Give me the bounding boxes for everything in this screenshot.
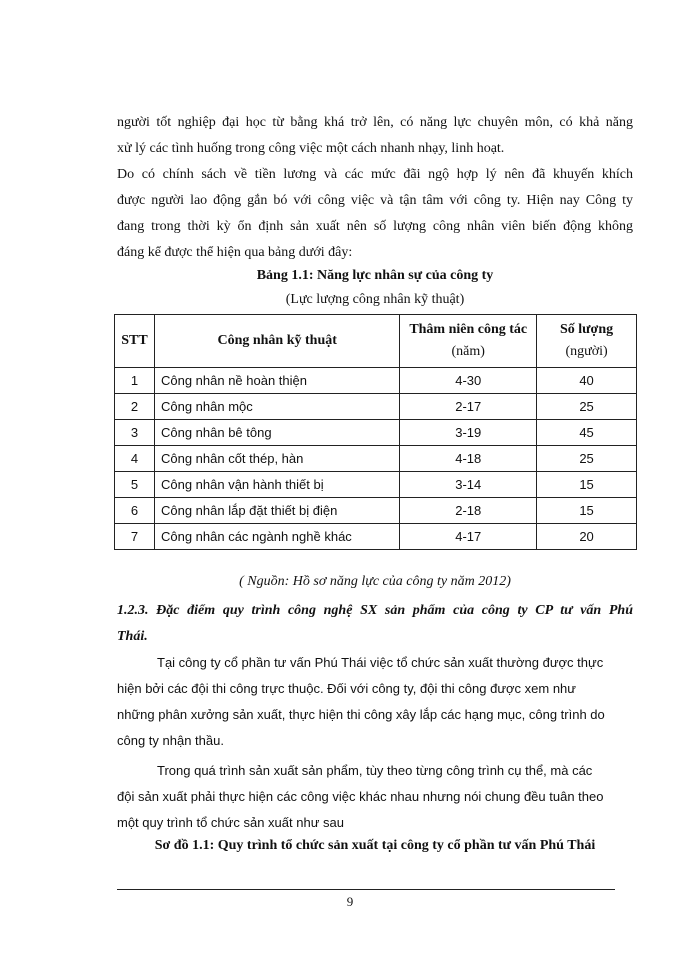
text-line: một quy trình tổ chức sản xuất như sau xyxy=(117,815,344,830)
text-line: những phân xưởng sản xuất, thực hiện thi công xây lắp các hạng mục, công trình do xyxy=(117,707,605,722)
cell-stt: 5 xyxy=(115,472,155,498)
cell-quantity: 20 xyxy=(537,524,637,550)
paragraph-process xyxy=(117,758,633,836)
cell-seniority: 3-14 xyxy=(400,472,537,498)
header-seniority-unit: (năm) xyxy=(451,344,485,359)
diagram-caption: Sơ đồ 1.1: Quy trình tổ chức sản xuất tại công ty cổ phần tư vấn Phú Thái xyxy=(154,838,596,853)
page-number: 9 xyxy=(346,894,354,909)
workforce-table xyxy=(114,314,637,550)
text-line: Trong quá trình sản xuất sản phẩm, tùy theo từng công trình cụ thể, mà các xyxy=(157,763,593,778)
text-line: được người lao động gắn bó với công việc và tận tâm với công ty. Hiện nay Công ty xyxy=(117,193,633,208)
cell-worker: Công nhân các ngành nghề khác xyxy=(154,524,399,550)
cell-seniority: 2-18 xyxy=(400,498,537,524)
table-header-row xyxy=(115,315,637,368)
table-row xyxy=(115,420,637,446)
cell-stt: 1 xyxy=(115,368,155,394)
paragraph-organization xyxy=(117,650,633,754)
text-line: hiện bởi các đội thi công trực thuộc. Đối với công ty, đội thi công được xem như xyxy=(117,681,576,696)
table-row xyxy=(115,498,637,524)
cell-stt: 6 xyxy=(115,498,155,524)
table-title: Bảng 1.1: Năng lực nhân sự của công ty xyxy=(256,268,494,283)
header-worker: Công nhân kỹ thuật xyxy=(154,315,399,368)
table-row xyxy=(115,446,637,472)
footer-divider xyxy=(117,889,615,890)
text-line: đang trong thời kỳ ổn định sản xuất nên số lượng công nhân viên biến động không xyxy=(117,219,633,234)
header-stt: STT xyxy=(115,315,155,368)
cell-worker: Công nhân mộc xyxy=(154,394,399,420)
header-seniority xyxy=(400,315,537,368)
cell-worker: Công nhân vận hành thiết bị xyxy=(154,472,399,498)
intro-paragraph xyxy=(117,110,633,266)
cell-quantity: 15 xyxy=(537,498,637,524)
cell-worker: Công nhân nề hoàn thiện xyxy=(154,368,399,394)
cell-stt: 7 xyxy=(115,524,155,550)
text-line: Do có chính sách về tiền lương và các mức đãi ngộ hợp lý nên đã khuyến khích xyxy=(117,167,633,182)
cell-seniority: 4-18 xyxy=(400,446,537,472)
text-line: công ty nhận thầu. xyxy=(117,733,224,748)
table-row xyxy=(115,368,637,394)
heading-line: Thái. xyxy=(117,629,148,644)
section-heading xyxy=(117,598,633,650)
table-row xyxy=(115,472,637,498)
cell-quantity: 15 xyxy=(537,472,637,498)
source-note: ( Nguồn: Hồ sơ năng lực của công ty năm 2012) xyxy=(239,574,511,589)
header-quantity xyxy=(537,315,637,368)
cell-quantity: 25 xyxy=(537,446,637,472)
cell-seniority: 3-19 xyxy=(400,420,537,446)
cell-worker: Công nhân cốt thép, hàn xyxy=(154,446,399,472)
heading-line: 1.2.3. Đặc điểm quy trình công nghệ SX sản phẩm của công ty CP tư vấn Phú xyxy=(117,603,633,618)
cell-seniority: 4-17 xyxy=(400,524,537,550)
cell-worker: Công nhân lắp đặt thiết bị điện xyxy=(154,498,399,524)
cell-stt: 4 xyxy=(115,446,155,472)
cell-stt: 2 xyxy=(115,394,155,420)
cell-stt: 3 xyxy=(115,420,155,446)
text-line: đáng kể được thể hiện qua bảng dưới đây: xyxy=(117,245,353,260)
table-row xyxy=(115,524,637,550)
table-subtitle: (Lực lượng công nhân kỹ thuật) xyxy=(285,292,465,307)
header-seniority-label: Thâm niên công tác xyxy=(409,322,528,337)
cell-worker: Công nhân bê tông xyxy=(154,420,399,446)
cell-seniority: 4-30 xyxy=(400,368,537,394)
text-line: xử lý các tình huống trong công việc một cách nhanh nhạy, linh hoạt. xyxy=(117,141,505,156)
header-quantity-label: Số lượng xyxy=(559,322,614,337)
table-row xyxy=(115,394,637,420)
text-line: đội sản xuất phải thực hiện các công việc khác nhau nhưng nói chung đều tuân theo xyxy=(117,789,604,804)
text-line: người tốt nghiệp đại học từ bằng khá trở lên, có năng lực chuyên môn, có khả năng xyxy=(117,115,633,130)
cell-seniority: 2-17 xyxy=(400,394,537,420)
cell-quantity: 25 xyxy=(537,394,637,420)
text-line: Tại công ty cổ phần tư vấn Phú Thái việc tổ chức sản xuất thường được thực xyxy=(157,655,604,670)
header-quantity-unit: (người) xyxy=(565,344,608,359)
cell-quantity: 45 xyxy=(537,420,637,446)
cell-quantity: 40 xyxy=(537,368,637,394)
